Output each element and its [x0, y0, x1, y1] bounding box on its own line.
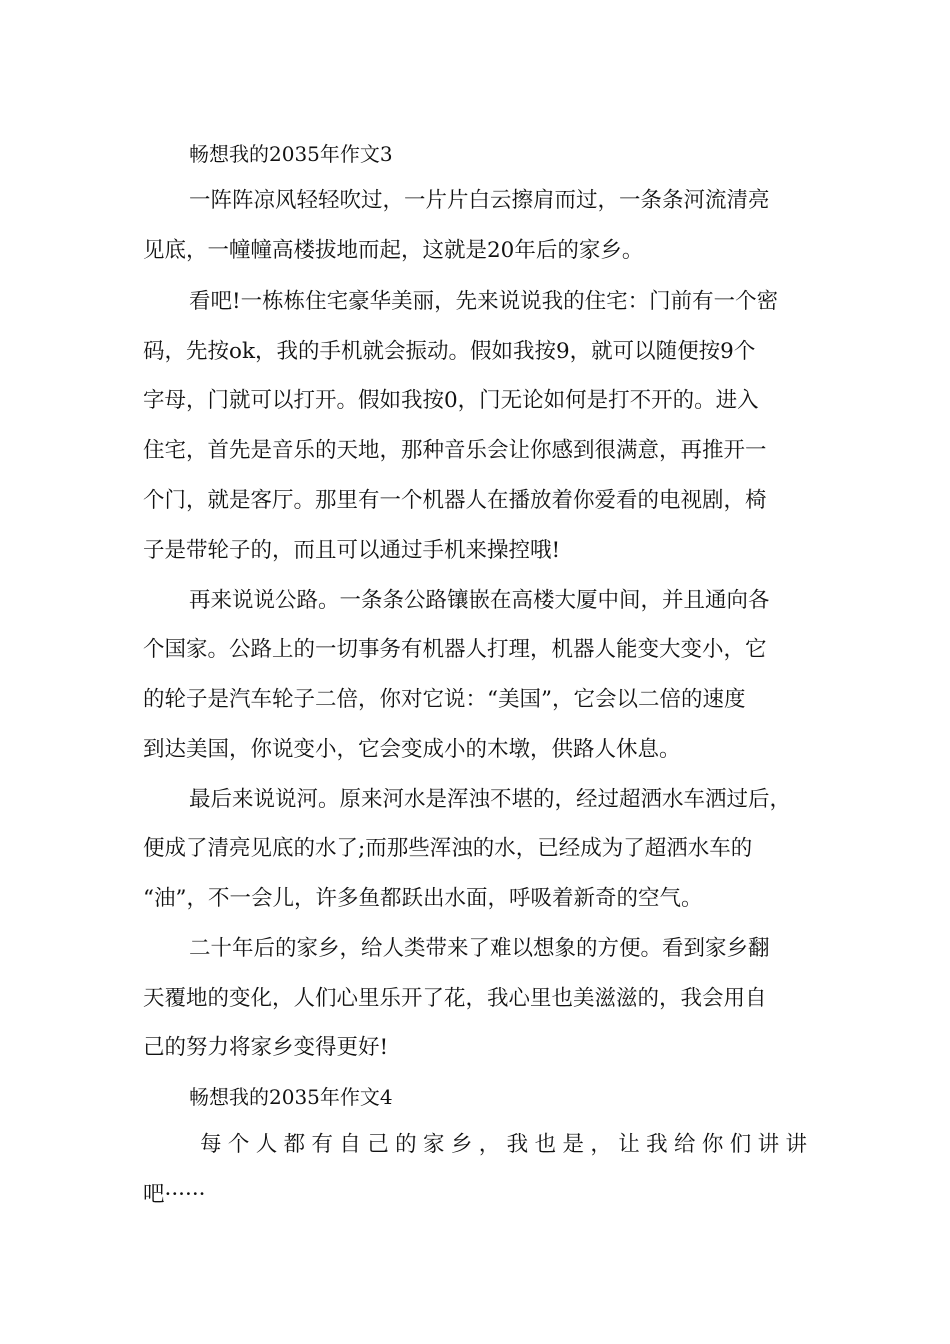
essay-title-3: 畅想我的2035年作文3	[189, 142, 393, 166]
paragraph-line: 再来说说公路。一条条公路镶嵌在高楼大厦中间，并且通向各	[189, 588, 770, 613]
paragraph-line: 天覆地的变化，人们心里乐开了花，我心里也美滋滋的，我会用自	[143, 986, 767, 1011]
paragraph-line: 子是带轮子的，而且可以通过手机来操控哦!	[143, 538, 561, 563]
paragraph-line: “油”，不一会儿，许多鱼都跃出水面，呼吸着新奇的空气。	[143, 886, 703, 911]
paragraph-line: 的轮子是汽车轮子二倍，你对它说：“美国”，它会以二倍的速度	[143, 687, 746, 712]
paragraph-line: 见底，一幢幢高楼拔地而起，这就是20年后的家乡。	[143, 238, 644, 263]
essay-title-4: 畅想我的2035年作文4	[189, 1085, 393, 1109]
paragraph-line: 每个人都有自己的家乡，我也是，让我给你们讲讲	[200, 1132, 807, 1157]
paragraph-line: 到达美国，你说变小，它会变成小的木墩，供路人休息。	[143, 737, 681, 762]
paragraph-line: 便成了清亮见底的水了;而那些浑浊的水，已经成为了超洒水车的	[143, 836, 753, 861]
paragraph-line: 吧······	[143, 1182, 206, 1207]
paragraph-line: 住宅，首先是音乐的天地，那种音乐会让你感到很满意，再推开一	[143, 438, 767, 463]
paragraph-line: 个门，就是客厅。那里有一个机器人在播放着你爱看的电视剧，椅	[143, 488, 767, 513]
paragraph-line: 码，先按ok，我的手机就会振动。假如我按9，就可以随便按9个	[143, 339, 756, 364]
paragraph-line: 一阵阵凉风轻轻吹过，一片片白云擦肩而过，一条条河流清亮	[189, 188, 770, 213]
paragraph-line: 最后来说说河。原来河水是浑浊不堪的，经过超洒水车洒过后，	[189, 787, 792, 812]
paragraph-line: 个国家。公路上的一切事务有机器人打理，机器人能变大变小，它	[143, 637, 767, 662]
paragraph-line: 己的努力将家乡变得更好!	[143, 1035, 389, 1060]
paragraph-line: 二十年后的家乡，给人类带来了难以想象的方便。看到家乡翻	[189, 936, 770, 961]
paragraph-line: 字母，门就可以打开。假如我按0，门无论如何是打不开的。进入	[143, 388, 759, 413]
paragraph-line: 看吧!一栋栋住宅豪华美丽，先来说说我的住宅：门前有一个密	[189, 289, 779, 314]
